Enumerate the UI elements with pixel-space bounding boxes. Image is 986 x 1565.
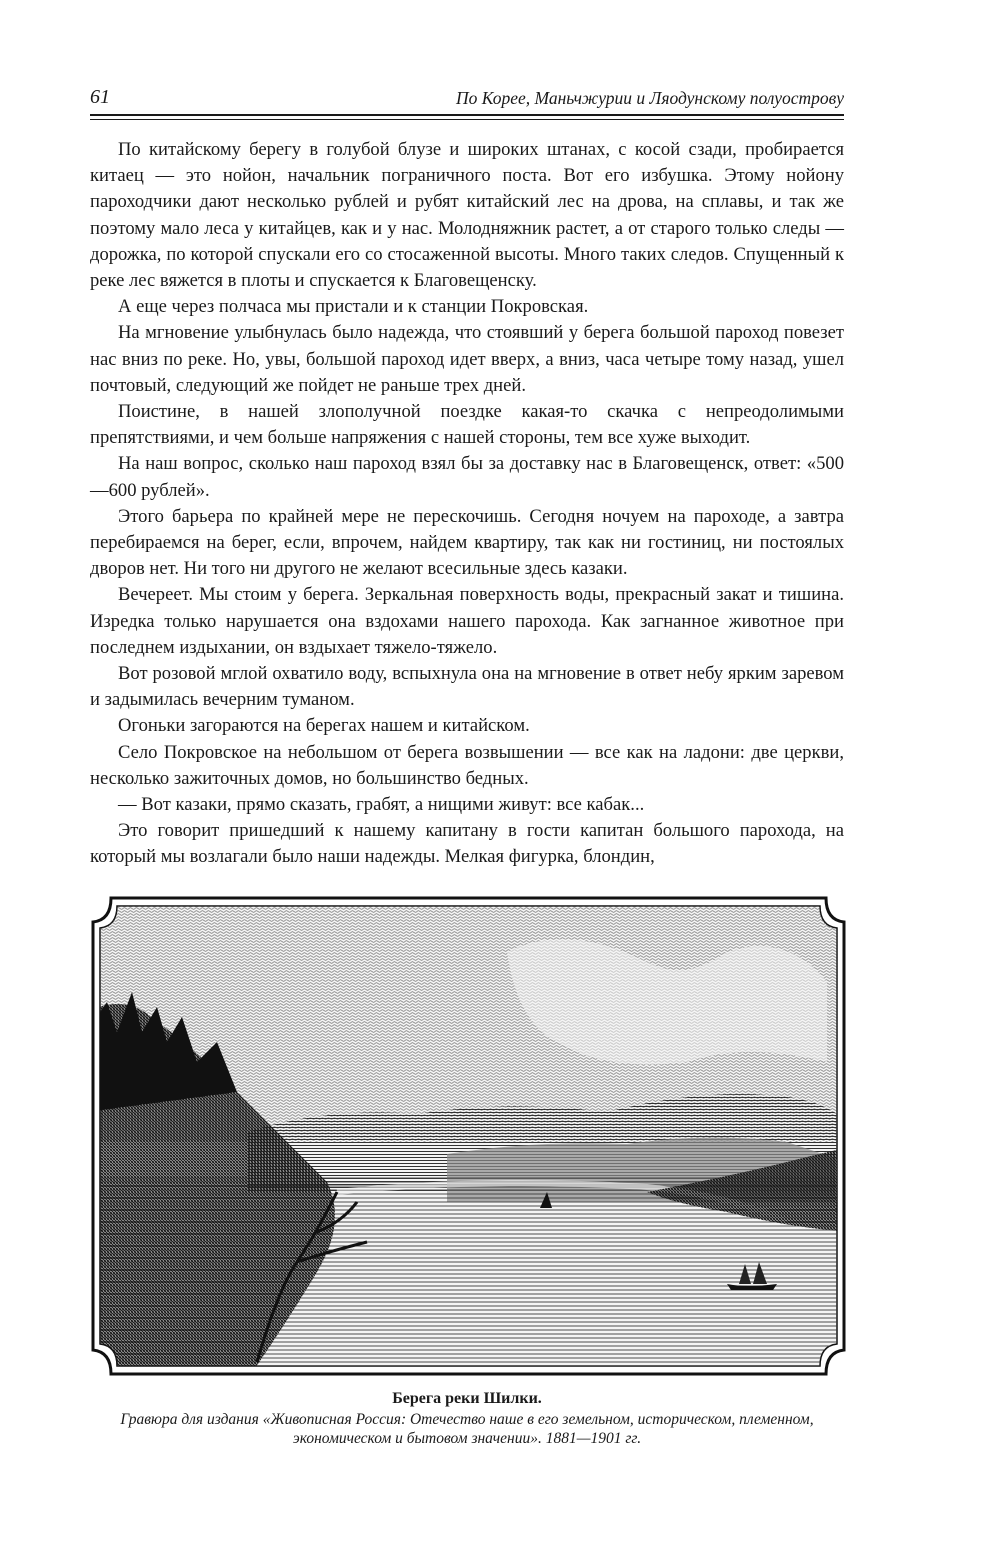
paragraph: Село Покровское на небольшом от берега возвышении — все как на ладони: две церкви, несколько зажиточных домов, но большинство бедных. — [90, 741, 844, 789]
paragraph: По китайскому берегу в голубой блузе и широких штанах, с косой сзади, пробирается китаец — это нойон, начальник пограничного поста. Вот его избушка. Этому нойону пароходчики дают несколько рублей и рубят китайский лес на дрова, на сплавы, и так же поэтому мало леса у китайцев, как и у нас. Молодняжник растет, а от старого только следы — дорожка, по которой спускали его со стосаженной высоты. Много таких следов. Спущенный к реке лес вяжется в плоты и спускается к Благовещенску. — [90, 139, 844, 292]
caption-description: Гравюра для издания «Живописная Россия: Отечество наше в его земельном, историческом, племенном, экономическом и бытовом значении». 1881—1901 гг. — [120, 1411, 814, 1447]
paragraph: На наш вопрос, сколько наш пароход взял бы за доставку нас в Благовещенск, ответ: «500—600 рублей». — [90, 453, 844, 501]
illustration-caption — [90, 1388, 844, 1448]
paragraph: Вечереет. Мы стоим у берега. Зеркальная поверхность воды, прекрасный закат и тишина. Изредка только нарушается она вздохами нашего парохода. Как загнанное животное при последнем издыхании, он вздыхает тяжело-тяжело. — [90, 584, 844, 658]
header-rule-thin — [90, 119, 844, 120]
paragraph: На мгновение улыбнулась было надежда, что стоявший у берега большой пароход повезет нас вниз по реке. Но, увы, большой пароход идет вверх, а вниз, часа четыре тому назад, ушел почтовый, следующий же пойдет не раньше трех дней. — [90, 322, 844, 396]
paragraph: Это говорит пришедший к нашему капитану в гости капитан большого парохода, на который мы возлагали было наши надежды. Мелкая фигурка, блондин, — [90, 820, 844, 868]
page-number: 61 — [90, 86, 110, 108]
paragraph: — Вот казаки, прямо сказать, грабят, а нищими живут: все кабак... — [118, 794, 645, 816]
paragraph: Вот розовой мглой охватило воду, вспыхнула она на мгновение в ответ небу ярким заревом и задымилась вечерним туманом. — [90, 663, 844, 711]
paragraph: Этого барьера по крайней мере не перескочишь. Сегодня ночуем на пароходе, а завтра перебираемся на берег, если, впрочем, найдем квартиру, так как ни гостиниц, ни постоялых дворов нет. Ни того ни другого не желают всесильные здесь казаки. — [90, 505, 844, 580]
running-title: По Корее, Маньчжурии и Ляодунскому полуострову — [456, 88, 844, 108]
river-landscape-engraving — [87, 892, 850, 1380]
paragraph: А еще через полчаса мы пристали и к станции Покровская. — [118, 296, 589, 318]
paragraph: Поистине, в нашей злополучной поездке какая-то скачка с непреодолимыми препятствиями, и чем больше напряжения с нашей стороны, тем все хуже выходит. — [90, 401, 844, 449]
engraving-illustration — [87, 892, 850, 1380]
page-header — [90, 84, 844, 120]
body-text — [90, 137, 844, 871]
header-rule-thick — [90, 114, 844, 116]
paragraph: Огоньки загораются на берегах нашем и китайском. — [118, 715, 530, 737]
caption-title: Берега реки Шилки. — [392, 1390, 542, 1407]
